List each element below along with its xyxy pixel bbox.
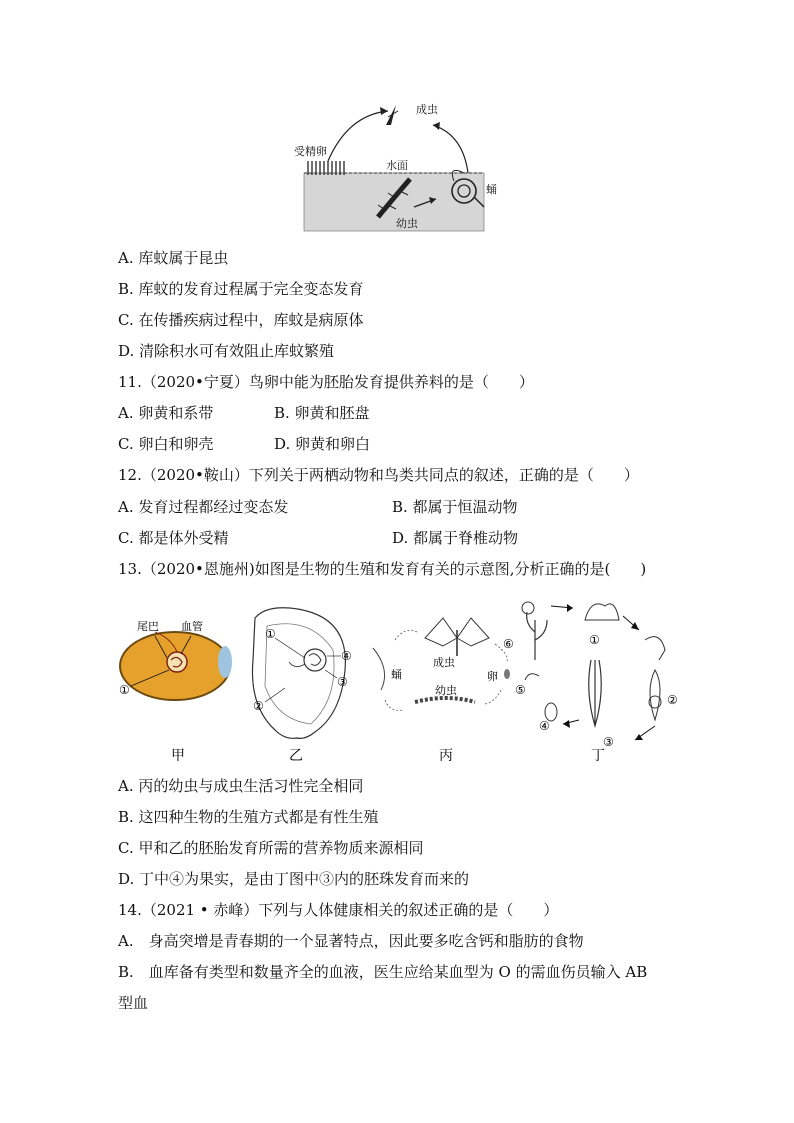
q10-option-d: D. 清除积水可有效阻止库蚊繁殖 — [118, 342, 335, 360]
q11-stem: 11.（2020•宁夏）鸟卵中能为胚胎发育提供养料的是（ ） — [118, 373, 534, 391]
jia-num-1: ① — [119, 683, 130, 697]
pupa-label: 蛹 — [486, 183, 497, 196]
q13-option-a: A. 丙的幼虫与成虫生活习性完全相同 — [118, 777, 364, 795]
q14-stem: 14.（2021 • 赤峰）下列与人体健康相关的叙述正确的是（ ） — [118, 901, 559, 919]
ding-num-6: ⑥ — [503, 637, 514, 651]
bing-larva-label: 幼虫 — [435, 684, 457, 697]
bing-egg-label: 卵 — [487, 670, 498, 683]
q11-option-b: B. 卵黄和胚盘 — [274, 404, 370, 422]
q10-option-c: C. 在传播疾病过程中，库蚊是病原体 — [118, 311, 364, 329]
egg-label: 受精卵 — [294, 145, 327, 158]
q10-option-b: B. 库蚊的发育过程属于完全变态发育 — [118, 280, 364, 298]
jia-tail-label: 尾巴 — [137, 620, 159, 633]
adult-label: 成虫 — [416, 103, 438, 116]
q13-option-c: C. 甲和乙的胚胎发育所需的营养物质来源相同 — [118, 839, 424, 857]
yi-num-3: ③ — [337, 675, 348, 689]
larva-label: 幼虫 — [396, 217, 418, 230]
q12-option-b: B. 都属于恒温动物 — [392, 498, 518, 516]
q13-stem: 13.（2020•恩施州)如图是生物的生殖和发育有关的示意图,分析正确的是( ) — [118, 560, 647, 578]
mosquito-lifecycle-figure — [288, 95, 500, 235]
jia-vessel-label: 血管 — [181, 620, 203, 633]
reproduction-development-figure — [115, 590, 685, 768]
caption-yi: 乙 — [289, 748, 303, 764]
ding-num-1: ① — [589, 633, 600, 647]
q12-option-d: D. 都属于脊椎动物 — [392, 529, 519, 547]
q11-option-a: A. 卵黄和系带 — [118, 404, 214, 422]
q12-option-a: A. 发育过程都经过变态发 — [118, 498, 289, 516]
q13-option-d: D. 丁中④为果实，是由丁图中③内的胚珠发育而来的 — [118, 870, 470, 888]
q14-option-b-continued: 型血 — [118, 994, 149, 1012]
yi-num-2: ② — [253, 699, 264, 713]
caption-bing: 丙 — [439, 748, 453, 764]
q12-stem: 12.（2020•鞍山）下列关于两栖动物和鸟类共同点的叙述，正确的是（ ） — [118, 466, 639, 484]
q13-option-b: B. 这四种生物的生殖方式都是有性生殖 — [118, 808, 379, 826]
q14-option-b: B. 血库备有类型和数量齐全的血液，医生应给某血型为 O 的需血伤员输入 AB — [118, 963, 648, 981]
water-label: 水面 — [386, 159, 408, 172]
q12-option-c: C. 都是体外受精 — [118, 529, 229, 547]
q11-option-d: D. 卵黄和卵白 — [274, 435, 371, 453]
ding-num-4: ④ — [539, 719, 550, 733]
caption-jia: 甲 — [171, 748, 185, 764]
bing-pupa-label: 蛹 — [391, 668, 402, 681]
bing-adult-label: 成虫 — [433, 656, 455, 669]
q10-option-a: A. 库蚊属于昆虫 — [118, 249, 229, 267]
q11-option-c: C. 卵白和卵壳 — [118, 435, 214, 453]
q14-option-a: A. 身高突增是青春期的一个显著特点，因此要多吃含钙和脂肪的食物 — [118, 932, 584, 950]
ding-num-2: ② — [667, 693, 678, 707]
caption-ding: 丁 — [591, 748, 605, 764]
ding-num-5: ⑤ — [515, 683, 526, 697]
yi-num-1: ① — [265, 627, 276, 641]
ding-num-3: ③ — [603, 735, 614, 749]
yi-num-4: ④ — [341, 649, 352, 663]
